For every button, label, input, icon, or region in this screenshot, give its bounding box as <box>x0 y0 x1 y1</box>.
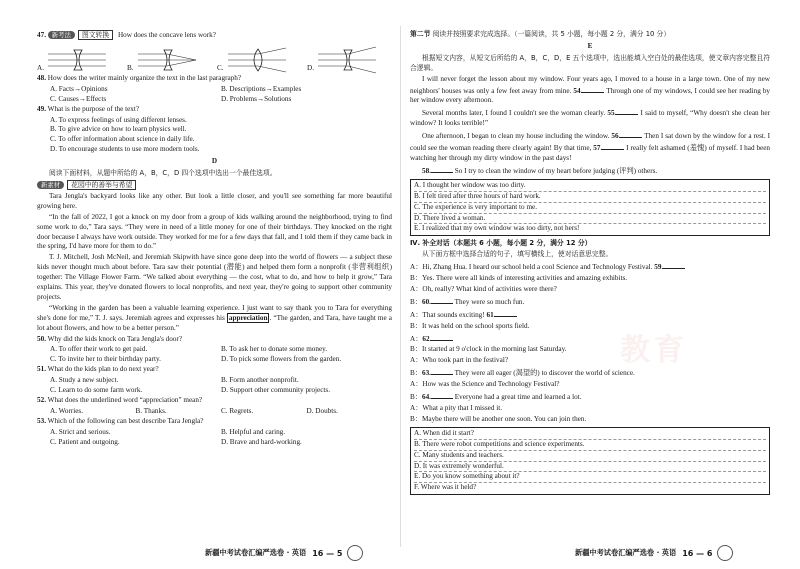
option-d[interactable]: D. Support other community projects. <box>221 386 330 395</box>
option-c[interactable]: C. Learn to do some farm work. <box>50 386 143 395</box>
new-method-tag: 新考法 <box>48 31 75 39</box>
option-a[interactable]: A. To offer their work to get paid. <box>50 345 148 354</box>
passage-paragraph: “Working in the garden has been a valuable learning experience. I just want to say thank you to Tara for everything she's done for me,” T. J. says. Jeremiah agrees and expresses his appreciation . “The garden, and Tara, have taught me a lot about flowers, and how to be a better person.” <box>37 303 392 332</box>
answer-blank-56[interactable] <box>620 130 642 138</box>
option-b[interactable]: B. <box>127 44 212 74</box>
question-49: 49. What is the purpose of the text? <box>37 104 140 113</box>
option-c[interactable]: C. Many students and teachers. <box>414 451 766 462</box>
left-footer: 新疆中考试卷汇编严选卷 · 英语 16 — 5 <box>205 545 363 561</box>
option-c[interactable]: C. To offer information about science in daily life. <box>50 135 195 144</box>
option-c[interactable]: C. <box>217 44 302 74</box>
dialogue-line: B：Yes. There were all kinds of interesting activities and amazing exhibits. <box>410 274 628 283</box>
emblem-icon <box>717 545 733 561</box>
passage-paragraph: I will never forget the lesson about my window. Four years ago, I moved to a house in a large town. One of my new neighbors' houses was only a few feet away from mine. 54. Through one of my windows, I could see her reading by her window every afternoon. <box>410 74 771 105</box>
option-b[interactable]: B. Thanks. <box>135 406 167 415</box>
option-f[interactable]: F. Where was it held? <box>414 483 477 492</box>
passage-paragraph: 58. So I try to clean the window of my heart before judging (评判) others. <box>422 166 658 175</box>
section-e-letter: E <box>587 41 593 50</box>
option-d[interactable]: D. To pick some flowers from the garden. <box>221 355 342 364</box>
emblem-icon <box>347 545 363 561</box>
question-51: 51. What do the kids plan to do next year? <box>37 365 159 374</box>
option-a[interactable]: A. Strict and serious. <box>50 427 111 436</box>
option-a[interactable]: A. I thought her window was too dirty. <box>414 181 766 192</box>
dialogue-line: B：60. They were so much fun. <box>410 297 525 306</box>
option-a[interactable]: A. Facts→Opinions <box>50 84 108 93</box>
passage-paragraph: Tara Jengla's backyard looks like any other. But look a little closer, and you'll see something far more beautiful growing here. <box>37 191 392 210</box>
passage-paragraph: One afternoon, I began to clean my house including the window. 56. Then I sat down by the window for a rest. I could see the woman reading there clearly again! By that time, 57. I really felt ashamed (羞愧) of myself. I had been watching her through my dirty window in the past days! <box>410 132 771 162</box>
left-page <box>37 30 392 448</box>
option-b[interactable]: B. To ask her to donate some money. <box>221 345 328 354</box>
dialogue-line: B：It started at 9 o'clock in the morning last Saturday. <box>410 345 567 354</box>
lens-diagram-d <box>316 46 378 74</box>
option-c[interactable]: C. Patient and outgoing. <box>50 437 120 446</box>
option-d[interactable]: D. To encourage students to use more modern tools. <box>50 145 200 154</box>
dialogue-line: A：How was the Science and Technology Festival? <box>410 380 560 389</box>
section-header: 第二节 阅读并按照要求完成选择。（一篇阅读，共 5 小题，每小题 2 分，满分 10 分） <box>410 30 671 38</box>
option-b[interactable]: B. To give advice on how to learn physics well. <box>50 125 187 134</box>
answer-blank-55[interactable] <box>616 107 638 115</box>
option-d[interactable]: D. Doubts. <box>306 406 338 415</box>
passage-paragraph: T. J. Mitchell, Josh McNeil, and Jeremiah Skipwith have since gone deep into the world of flowers — a subject these kids never thought much about before. Tara saw their potential (潜能) and helped them form a nonprofit (非营利组织) together: The Village Flower Farm. “We talked about everything — the cost, what to do, and how to help it grow,” Tara explains. This year, they've donated flowers to local nonprofits, and next year, they're going to support other community projects. <box>37 253 392 301</box>
material-tag-row <box>37 180 392 191</box>
answer-blank-59[interactable] <box>663 261 685 269</box>
dialogue-line: A：Oh, really? What kind of activities were there? <box>410 284 557 293</box>
option-d[interactable]: D. Brave and hard-working. <box>221 437 302 446</box>
section-iv-instruction: 从下面方框中选择合适的句子，填写横线上，使对话意思完整。 <box>422 250 613 259</box>
answer-blank-58[interactable] <box>431 165 453 173</box>
section-d-letter: D <box>211 157 218 166</box>
right-page <box>410 30 770 498</box>
dialogue-line: B：64. Everyone had a great time and learned a lot. <box>410 393 582 402</box>
option-d[interactable]: D. It was extremely wonderful. <box>414 462 766 473</box>
lens-diagram-a <box>46 46 108 74</box>
dialogue-line: B：Maybe there will be another one soon. You can join then. <box>410 414 587 423</box>
question-52: 52. What does the underlined word “appreciation” mean? <box>37 396 203 404</box>
option-e[interactable]: E. Do you know something about it? <box>414 472 766 483</box>
passage-paragraph: Several months later, I found I couldn't see the woman clearly. 55. I said to myself, “Why doesn't she clean her window? It looks terrible!” <box>410 109 771 128</box>
dialogue-line: B：It was held on the school sports field. <box>410 321 530 330</box>
dialogue-line: B：63. They were all eager (渴望的) to discover the world of science. <box>410 369 635 378</box>
material-title: 花园中的善举与希望 <box>67 180 136 190</box>
right-footer: 新疆中考试卷汇编严选卷 · 英语 16 — 6 <box>575 545 733 561</box>
question-53: 53. Which of the following can best describe Tara Jengla? <box>37 416 204 425</box>
dialogue-line: A：62. <box>410 333 770 345</box>
answer-blank-61[interactable] <box>495 309 517 317</box>
options-box-iv <box>410 427 770 495</box>
option-c[interactable]: C. To invite her to their birthday party. <box>50 355 161 364</box>
question-48: 48. How does the writer mainly organize the text in the last paragraph? <box>37 73 242 82</box>
dialogue-line: A：Who took part in the festival? <box>410 356 509 365</box>
answer-blank-64[interactable] <box>431 391 453 399</box>
option-a[interactable]: A. Study a new subject. <box>50 376 119 385</box>
option-c[interactable]: C. Regrets. <box>221 406 254 415</box>
question-50: 50. Why did the kids knock on Tara Jengla's door? <box>37 334 183 343</box>
option-b[interactable]: B. Form another nonprofit. <box>221 376 299 385</box>
option-b[interactable]: B. Descriptions→Examples <box>221 84 302 93</box>
dialogue-line: A：Hi, Zhang Hua. I heard our school held a cool Science and Technology Festival. 59. <box>410 261 770 273</box>
dialogue-line: A：That sounds exciting! 61. <box>410 309 770 321</box>
page-number: 16 — 5 <box>312 548 343 558</box>
section-iv-title: Ⅳ. 补全对话（本题共 6 小题，每小题 2 分，满分 12 分） <box>410 239 592 248</box>
lens-options <box>37 42 392 74</box>
option-a[interactable]: A. When did it start? <box>414 429 766 440</box>
answer-blank-57[interactable] <box>602 142 624 150</box>
section-d-instruction: 阅读下面材料，从题中所给的 A，B，C，D 四个选项中选出一个最佳选项。 <box>49 169 277 178</box>
option-d[interactable]: D. Problems→Solutions <box>221 94 292 103</box>
option-b[interactable]: B. Helpful and caring. <box>221 427 286 436</box>
option-b[interactable]: B. I felt tired after three hours of hard work. <box>414 192 766 203</box>
section-e-instruction: 根据短文内容，从短文后所给的 A，B，C，D，E 五个选项中，选出能填入空白处的最佳选项，使文章内容完整且符合逻辑。 <box>410 53 770 72</box>
option-c[interactable]: C. The experience is very important to me. <box>414 203 766 214</box>
options-box-e <box>410 179 770 237</box>
dialogue <box>410 261 770 425</box>
watermark: 教育 <box>620 333 688 368</box>
option-d[interactable]: D. <box>307 44 392 74</box>
lens-diagram-c <box>226 46 288 74</box>
underlined-word: appreciation <box>228 313 268 322</box>
option-a[interactable]: A. <box>37 44 122 74</box>
option-a[interactable]: A. To express feelings of using different lenses. <box>50 115 187 124</box>
new-material-tag: 新素材 <box>37 181 64 189</box>
option-d[interactable]: D. There lived a woman. <box>414 214 766 225</box>
option-b[interactable]: B. There were robot competitions and science experiments. <box>414 440 766 451</box>
page-divider <box>400 26 401 547</box>
page-number: 16 — 6 <box>682 548 713 558</box>
passage-paragraph: “In the fall of 2022, I got a knock on my door from a group of kids walking around the neighborhood, trying to find some work to do,” Tara says. “They were in need of a little money for one of their birthdays. They knocked on the right door because I always have work outside. They worked for me for a few days that fall, and I told them if they came back in the spring, I'd have more for them to do.” <box>37 212 392 251</box>
answer-blank-54[interactable] <box>582 85 604 93</box>
question-47: 47. 新考法 图文转换 How does the concave lens work? <box>37 31 216 39</box>
dialogue-line: A：What a pity that I missed it. <box>410 404 503 412</box>
lens-diagram-b <box>136 46 198 74</box>
answer-blank-60[interactable] <box>431 296 453 304</box>
option-a[interactable]: A. Worries. <box>50 406 84 415</box>
option-c[interactable]: C. Causes→Effects <box>50 94 107 103</box>
option-e[interactable]: E. I realized that my own window was too dirty, not hers! <box>414 224 580 233</box>
tag-title: 图文转换 <box>78 30 113 40</box>
answer-blank-63[interactable] <box>431 367 453 375</box>
answer-blank-62[interactable] <box>431 333 453 341</box>
